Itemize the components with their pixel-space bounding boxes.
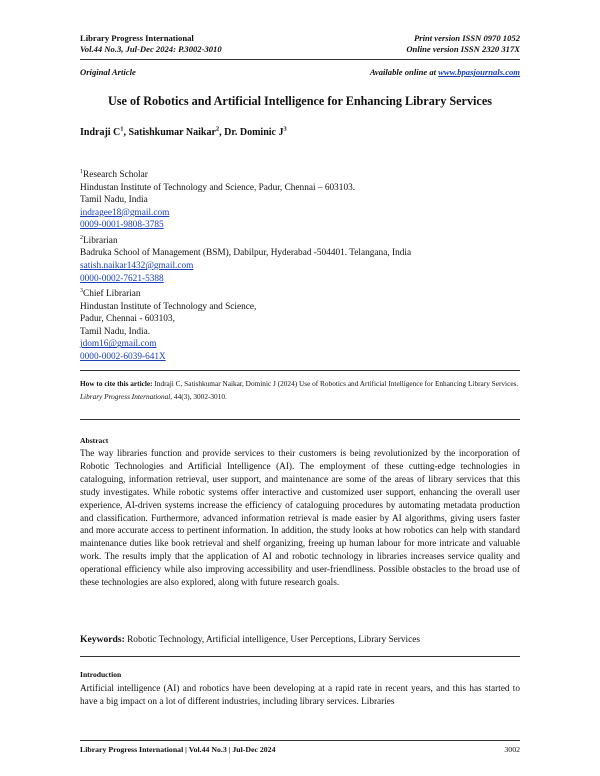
affiliation-2 bbox=[80, 232, 530, 285]
keywords bbox=[80, 634, 420, 645]
journal-name: Library Progress International bbox=[80, 33, 194, 43]
page-number: 3002 bbox=[504, 745, 520, 754]
author: Indraji $C^1$, bbox=[80, 126, 129, 139]
citation: How to cite this article: Indraji C, Satishkumar Naikar, Dominic J (2024) Use of Robotics and Artificial Intelligence for Enhancing Library Services. Library Progress International, 44(3), 3002-3010. bbox=[80, 379, 519, 401]
abstract-rule bbox=[80, 419, 520, 420]
keywords-rule bbox=[80, 656, 520, 657]
volume-info: Vol.44 No.3, Jul-Dec 2024: P.3002-3010 bbox=[80, 44, 222, 54]
affiliation-role: $^3$Chief Librarian bbox=[80, 288, 141, 300]
affiliation-line: Hindustan Institute of Technology and Science, bbox=[80, 301, 257, 312]
author-list bbox=[80, 126, 287, 138]
affiliation-3 bbox=[80, 285, 530, 363]
affiliation-1 bbox=[80, 166, 530, 232]
keywords-label: Keywords: bbox=[80, 634, 125, 645]
orcid-link[interactable]: 0009-0001-9808-3785 bbox=[80, 220, 164, 231]
citation-rule bbox=[80, 370, 520, 371]
print-issn: Print version ISSN 0970 1052 bbox=[413, 33, 520, 43]
online-issn: Online version ISSN 2320 317X bbox=[406, 44, 520, 54]
citation-label: How to cite this article: bbox=[80, 379, 153, 388]
affiliation-role: $^1$Research Scholar bbox=[80, 169, 148, 181]
author: Satishkumar Naikar$^2$, bbox=[128, 126, 225, 139]
footer-journal: Library Progress International | Vol.44 No.3 | Jul-Dec 2024 bbox=[80, 745, 276, 754]
affiliation-line: Tamil Nadu, India bbox=[80, 195, 148, 206]
footer-rule bbox=[80, 740, 520, 741]
abstract-body: The way libraries function and provide services to their customers is being revolutionized by the incorporation of Robotic Technologies and Artificial Intelligence (AI). The employment of these cutting-edge technologies in cataloguing, information retrieval, user support, and maintenance are some of the areas of library services that this study investigates. While robotic systems offer interactive and customized user support, enhancing the overall user experience, AI-driven systems increase the efficiency of cataloguing procedures by automating metadata production and classification. Furthermore, advanced information retrieval is made easier by AI algorithms, giving users faster and more accurate access to pertinent information. In addition, the study looks at how robotics can help with standard maintenance duties like book retrieval and shelf organizing, freeing up human labour for more intricate and valuable work. The results imply that the application of AI and robotic technology in libraries increases service quality and operational efficiency while also improving accessibility and user-friendliness. Possible obstacles to the broad use of these technologies are also explored, along with future research goals. bbox=[80, 449, 520, 589]
abstract-heading: Abstract bbox=[80, 436, 109, 445]
available-prefix: Available online at bbox=[369, 67, 439, 77]
affiliation-line: Padur, Chennai - 603103, bbox=[80, 314, 175, 325]
email-link[interactable]: satish.naikar1432@gmail.com bbox=[80, 261, 194, 272]
availability bbox=[370, 67, 520, 78]
affiliation-line: Tamil Nadu, India. bbox=[80, 326, 151, 337]
email-link[interactable]: indragee18@gmail.com bbox=[80, 207, 170, 218]
introduction-body: Artificial intelligence (AI) and robotics have been developing at a rapid rate in recent years, and this has started to have a big impact on a lot of different industries, including library services. Libraries bbox=[80, 684, 520, 708]
author: Dr. Dominic $J^3$ bbox=[224, 126, 287, 139]
article-type: Original Article bbox=[80, 67, 136, 77]
header-rule bbox=[80, 59, 520, 60]
affiliation-line: Badruka School of Management (BSM), Dabilpur, Hyderabad -504401. Telangana, India bbox=[80, 248, 412, 259]
orcid-link[interactable]: 0000-0002-7621-5388 bbox=[80, 273, 164, 284]
email-link[interactable]: jdom16@gmail.com bbox=[80, 339, 157, 350]
affiliation-role: $^2$Librarian bbox=[80, 234, 118, 246]
paper-title: Use of Robotics and Artificial Intelligence for Enhancing Library Services bbox=[108, 94, 492, 108]
affiliations bbox=[80, 166, 530, 363]
orcid-link[interactable]: 0000-0002-6039-641X bbox=[80, 351, 166, 362]
introduction-heading: Introduction bbox=[80, 670, 122, 679]
keywords-list: Robotic Technology, Artificial intelligence, User Perceptions, Library Services bbox=[124, 635, 420, 645]
affiliation-line: Hindustan Institute of Technology and Science, Padur, Chennai – 603103. bbox=[80, 182, 356, 193]
journal-link[interactable]: www.bpasjournals.com bbox=[438, 67, 520, 77]
